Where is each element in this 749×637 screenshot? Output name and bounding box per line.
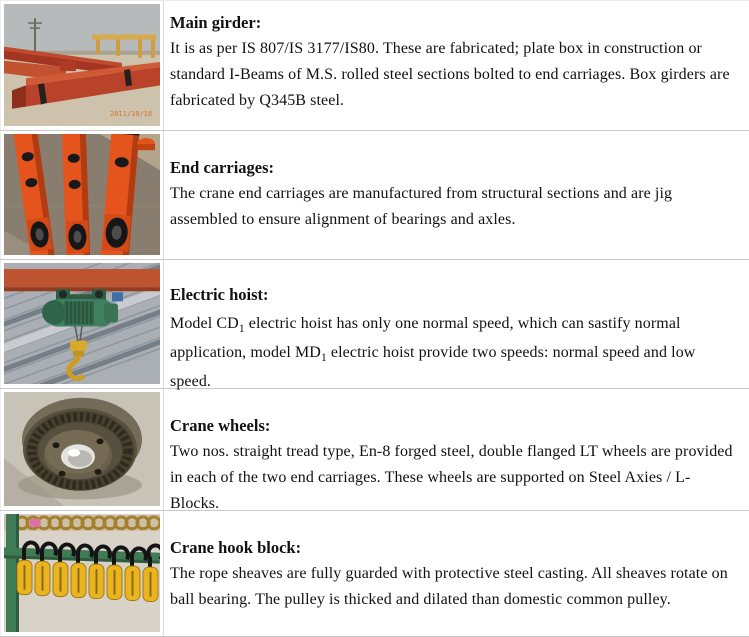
section-title: Electric hoist: (170, 285, 269, 304)
section-title: Main girder: (170, 13, 262, 32)
section-body: Two nos. straight tread type, En-8 forged steel, double flanged LT wheels are provided in each of the two end carriages. These wheels are supported on Steel Axies / L- Blocks. (170, 443, 733, 512)
electric-hoist-text (164, 260, 749, 388)
electric-hoist-photo (4, 263, 160, 384)
hook-block-photo (4, 514, 160, 632)
photo-date-stamp: 2011/10/18 (110, 108, 153, 118)
section-row-crane-hook-block (0, 511, 749, 637)
section-row-crane-wheels (0, 389, 749, 511)
end-carriages-photo-cell (0, 131, 164, 259)
section-body: The crane end carriages are manufactured from structural sections and are jig assembled to ensure alignment of bearings and axles. (170, 185, 673, 228)
crane-hook-block-text (164, 511, 749, 636)
section-body: Model $CD_1$ electric hoist has only one normal speed, which can sastify normal application, model $MD_1$ electric hoist provide two speeds: normal speed and low speed. (170, 315, 696, 390)
section-row-main-girder (0, 1, 749, 131)
section-title: Crane wheels: (170, 416, 271, 435)
main-girder-text (164, 1, 749, 130)
crane-wheel-photo (4, 392, 160, 506)
crane-wheel-photo-cell (0, 389, 164, 510)
section-title: Crane hook block: (170, 538, 302, 557)
crane-wheels-text (164, 389, 749, 510)
section-row-end-carriages (0, 131, 749, 260)
end-carriages-photo (4, 134, 160, 255)
main-girder-photo-cell (0, 1, 164, 130)
end-carriages-text (164, 131, 749, 259)
section-body: The rope sheaves are fully guarded with protective steel casting. All sheaves rotate on ball bearing. The pulley is thicked and dilated than domestic common pulley. (170, 565, 728, 608)
main-girder-photo (4, 4, 160, 126)
section-title: End carriages: (170, 158, 275, 177)
section-body: It is as per IS 807/IS 3177/IS80. These are fabricated; plate box in construction or standard I-Beams of M.S. rolled steel sections bolted to end carriages. Box girders are fabricated by Q345B steel. (170, 40, 730, 109)
electric-hoist-photo-cell (0, 260, 164, 388)
section-row-electric-hoist (0, 260, 749, 389)
hook-block-photo-cell (0, 511, 164, 636)
